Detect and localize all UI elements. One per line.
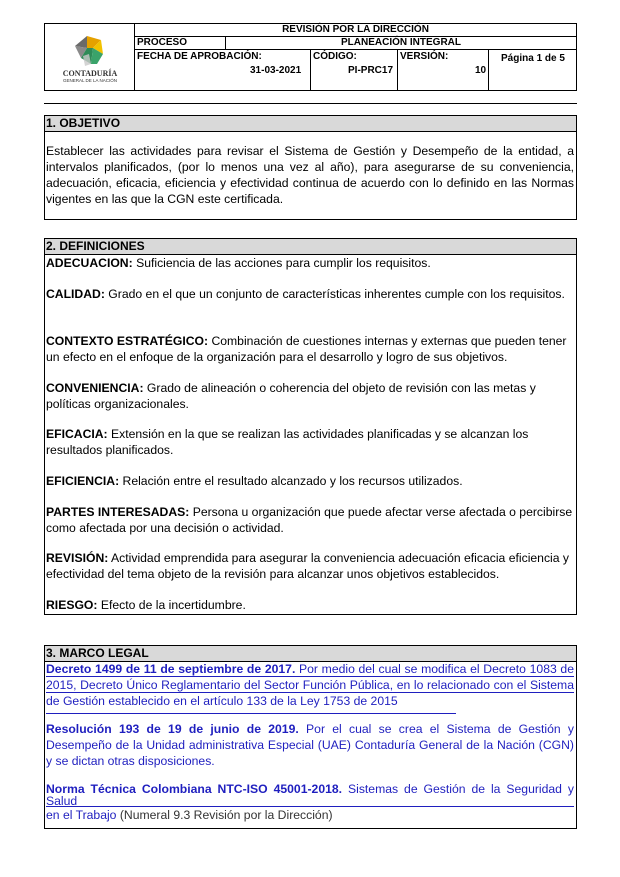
fecha-aprobacion-label: FECHA DE APROBACIÓN:: [137, 51, 262, 62]
version-value: 10: [475, 65, 487, 76]
definition-text: Grado en el que un conjunto de características inherentes cumple con los requisitos.: [108, 287, 565, 301]
definition-term: RIESGO:: [46, 598, 98, 612]
norma-text: Sistemas de Gestión de la Seguridad y Salud: [46, 782, 574, 808]
definition-term: REVISIÓN:: [46, 551, 109, 565]
logo-cell: [45, 24, 135, 90]
definition-item: [46, 473, 574, 489]
definition-term: CALIDAD:: [46, 287, 105, 301]
definition-text: Relación entre el resultado alcanzado y los recursos utilizados.: [122, 474, 463, 488]
decreto-text: Por medio del cual se modifica el Decreto 1083 de 2015, Decreto Único Reglamentario del Sector Función Pública, en lo relacionado con el Sistema de Gestión establecido en el artículo 133 de la Ley 1753 de 2015: [46, 662, 574, 708]
definition-term: ADECUACION:: [46, 256, 133, 270]
decreto-title: Decreto 1499 de 11 de septiembre de 2017.: [46, 662, 296, 676]
definition-item: [46, 255, 574, 271]
section-marco-legal: [44, 645, 577, 829]
header-divider: [44, 103, 577, 104]
logo-wordmark: CONTADURÍA: [62, 69, 118, 78]
decreto-underline: [46, 676, 574, 677]
logo-subtitle: GENERAL DE LA NACIÓN: [62, 78, 118, 83]
definition-item: [46, 597, 574, 613]
resolucion-193-link[interactable]: [46, 721, 574, 769]
objetivo-text: Establecer las actividades para revisar el Sistema de Gestión y Desempeño de la entidad, a intervalos planificados, (por lo menos una vez al año), para asegurarse de su conveniencia, adecuación, eficacia, eficiencia y efectividad continua de acuerdo con lo definido en las Normas vigentes en las que la CGN este certificada.: [46, 144, 574, 206]
proceso-value: PLANEACIÓN INTEGRAL: [341, 37, 461, 48]
proceso-label: PROCESO: [137, 37, 188, 48]
definition-text: Grado de alineación o coherencia del objeto de revisión con las metas y políticas organizacionales.: [46, 381, 536, 411]
resolucion-title: Resolución 193 de 19 de junio de 2019.: [46, 722, 299, 736]
section-title: 1. OBJETIVO: [45, 116, 576, 132]
definition-term: PARTES INTERESADAS:: [46, 505, 190, 519]
definition-text: Combinación de cuestiones internas y externas que pueden tener un efecto en el enfoque de la organización para el desarrollo y logro de sus objetivos.: [46, 334, 567, 364]
definition-item: [46, 333, 574, 365]
norma-link-end[interactable]: en el Trabajo: [46, 808, 117, 822]
fecha-aprobacion-value: 31-03-2021: [250, 65, 302, 76]
decreto-1499-link[interactable]: [46, 661, 574, 709]
definition-item: [46, 286, 574, 302]
definition-text: Efecto de la incertidumbre.: [100, 598, 246, 612]
definition-item: [46, 550, 574, 582]
codigo-label: CÓDIGO:: [313, 51, 357, 62]
definition-term: CONVENIENCIA:: [46, 381, 144, 395]
definition-term: EFICIENCIA:: [46, 474, 120, 488]
definition-text: Extensión en la que se realizan las actividades planificadas y se alcanzan los resultados planificados.: [46, 427, 529, 457]
section-objetivo: [44, 115, 577, 220]
definition-item: [46, 504, 574, 536]
resolucion-text: Por el cual se crea el Sistema de Gestión y Desempeño de la Unidad administrativa Especial (UAE) Contaduría General de la Nación (CGN) y se dictan otras disposiciones.: [46, 722, 575, 768]
definition-text: Suficiencia de las acciones para cumplir los requisitos.: [136, 256, 431, 270]
version-label: VERSIÓN:: [400, 51, 449, 62]
document-title: REVISIÓN POR LA DIRECCIÓN: [282, 24, 429, 35]
definition-term: CONTEXTO ESTRATÉGICO:: [46, 334, 209, 348]
norma-note: (Numeral 9.3 Revisión por la Dirección): [119, 808, 333, 822]
definition-text: Persona u organización que puede afectar verse afectada o percibirse como afectada por una decisión o actividad.: [46, 505, 573, 535]
codigo-value: PI-PRC17: [348, 65, 394, 76]
section-title: 3. MARCO LEGAL: [45, 646, 576, 662]
section-title: 2. DEFINICIONES: [45, 239, 576, 255]
section-definiciones: [44, 238, 577, 615]
page-number: Página 1 de 5: [501, 53, 565, 64]
document-header: [44, 23, 577, 91]
definition-item: [46, 426, 574, 458]
norma-title: Norma Técnica Colombiana NTC-ISO 45001-2018.: [46, 782, 343, 796]
norma-45001-link[interactable]: [46, 783, 574, 807]
decreto-underline: [46, 692, 574, 693]
definition-item: [46, 380, 574, 412]
decreto-underline: [46, 713, 456, 714]
definition-text: Actividad emprendida para asegurar la conveniencia adecuación eficacia eficiencia y efectividad del tema objeto de la revisión para alcanzar unos objetivos establecidos.: [46, 551, 570, 581]
definition-term: EFICACIA:: [46, 427, 108, 441]
norma-line2: [46, 807, 574, 823]
